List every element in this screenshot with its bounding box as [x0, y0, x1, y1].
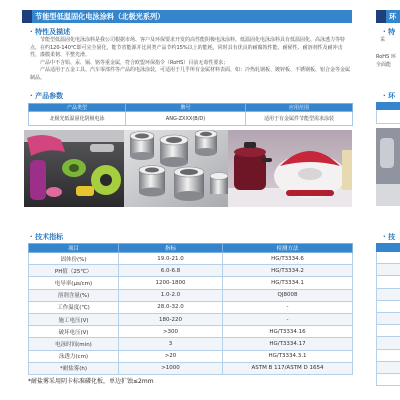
spec-item: *耐盐雾(h) [29, 362, 119, 374]
header-marker-square [376, 10, 386, 23]
next-page-text-line: 采 [380, 37, 386, 43]
section-heading-params: · 产品参数 [30, 92, 64, 100]
spec-method: QJ8008 [223, 289, 353, 301]
next-specs-table-row [376, 362, 400, 374]
table-row [29, 277, 353, 289]
next-page-text-line: RoHS 环 [376, 54, 396, 60]
spec-method: HG/T3334.16 [223, 326, 353, 338]
photo-home-appliances [228, 130, 352, 207]
next-specs-table-row [376, 374, 400, 386]
table-header-row [29, 244, 353, 253]
description-paragraph: 产品中不含铅、汞、镉、铬等重金属，符合欧盟环保指令（RoHS）目前无毒性要求； [40, 59, 229, 66]
description-paragraph: 节能型低温固化电泳涂料是我公司根据市场、客户及环保要求开发的高性能阴极电泳涂料，低温固化电泳涂料具有低温固化、高泳透力等特点，在约120-140℃即可完全固化，能节省能源并比同类产品节约15%以上的能耗，同时具有优良的耐腐蚀性能、耐候性、耐溶剂性及耐冲击性，漆膜柔韧、平整光滑。 [30, 37, 346, 59]
next-specs-table-row [376, 325, 400, 337]
next-params-table-row [376, 110, 400, 124]
spec-value: 6.0-6.8 [119, 265, 223, 277]
column-header: 项目 [29, 244, 119, 253]
spec-method: - [223, 313, 353, 325]
spec-method: HG/T3334.6 [223, 253, 353, 265]
next-specs-table-row [376, 350, 400, 362]
spec-method: - [223, 301, 353, 313]
next-specs-table-header [376, 243, 400, 252]
table-row [29, 313, 353, 325]
spec-item: PH值（25℃） [29, 265, 119, 277]
column-header: 检测方法 [223, 244, 353, 253]
next-section-heading-params: · 环 [383, 92, 396, 100]
page-header-bar [22, 10, 352, 23]
salt-spray-footnote: *耐盐雾采用阴卡标准磷化板，单边扩蚀≤2mm [28, 378, 154, 385]
next-specs-table-row [376, 252, 400, 264]
section-heading-features: · 特性及描述 [30, 28, 71, 36]
next-page-photo [376, 128, 400, 206]
spec-item: 泳透力(cm) [29, 350, 119, 362]
table-row [29, 289, 353, 301]
next-page-title: 环 [389, 12, 397, 21]
table-cell: 北极光低温固化阴极电泳 [29, 112, 126, 126]
spec-value: 28.0-32.0 [119, 301, 223, 313]
product-params-table [28, 103, 353, 126]
description-paragraph: 产品适用于五金工具、汽车零部件等产品的电泳涂装，可适用于几乎所有金属材料表面，如：冷热轧钢板、镀锌板、不锈钢板、铝合金等金属制品。 [30, 67, 351, 81]
spec-value: 1200-1800 [119, 277, 223, 289]
spec-value: 19.0-21.0 [119, 253, 223, 265]
next-page-header-bar [376, 10, 400, 23]
column-header: 产品类型 [29, 104, 126, 112]
table-row [29, 350, 353, 362]
spec-method: HG/T3334.17 [223, 338, 353, 350]
next-section-heading-features: · 特 [383, 28, 396, 36]
table-cell: 适用于有金属件节能型需求涂装 [246, 112, 353, 126]
next-page-edge [374, 0, 400, 400]
next-specs-table-row [376, 276, 400, 288]
next-specs-table-row [376, 337, 400, 349]
technical-specs-table [28, 243, 353, 375]
table-row [29, 301, 353, 313]
spec-value: >300 [119, 326, 223, 338]
header-marker-square [22, 10, 32, 23]
table-row [29, 112, 353, 126]
spec-method: ASTM B 117/ASTM D 1654 [223, 362, 353, 374]
table-row [29, 326, 353, 338]
spec-item: 电导率(μs/cm) [29, 277, 119, 289]
table-row [29, 253, 353, 265]
page-title: 节能型低温固化电泳涂料（北极光系列） [35, 12, 165, 21]
spec-method: HG/T3334.1 [223, 277, 353, 289]
product-photo-strip [24, 130, 352, 207]
next-specs-table-row [376, 289, 400, 301]
spec-item: 破坏电压(V) [29, 326, 119, 338]
section-heading-specs: · 技术指标 [30, 233, 64, 241]
next-section-heading-specs: · 技 [383, 233, 396, 241]
spec-item: 电泳时间(min) [29, 338, 119, 350]
spec-value: >1000 [119, 362, 223, 374]
table-row [29, 338, 353, 350]
spec-item: 工作温度(℃) [29, 301, 119, 313]
spec-item: 施工电压(V) [29, 313, 119, 325]
spec-value: >20 [119, 350, 223, 362]
next-page-text-line: 全面能 [376, 62, 392, 68]
spec-method: HG/T3334.3.1 [223, 350, 353, 362]
table-cell: ANG-ZXXX(B/D) [126, 112, 246, 126]
table-row [29, 265, 353, 277]
spec-item: 固体份(%) [29, 253, 119, 265]
spec-method: HG/T3334.2 [223, 265, 353, 277]
next-params-table-header [376, 102, 400, 110]
next-specs-table-row [376, 313, 400, 325]
next-specs-table-row [376, 264, 400, 276]
next-specs-table-row [376, 301, 400, 313]
photo-colored-tools [24, 130, 124, 207]
table-row [29, 362, 353, 374]
column-header: 应用范围 [246, 104, 353, 112]
column-header: 指标 [119, 244, 223, 253]
spec-value: 1.0-2.0 [119, 289, 223, 301]
photo-metal-parts [124, 130, 228, 207]
spec-value: 180-220 [119, 313, 223, 325]
spec-item: 溶剂含量(%) [29, 289, 119, 301]
features-description [30, 37, 352, 83]
column-header: 牌号 [126, 104, 246, 112]
table-header-row [29, 104, 353, 112]
spec-value: 3 [119, 338, 223, 350]
